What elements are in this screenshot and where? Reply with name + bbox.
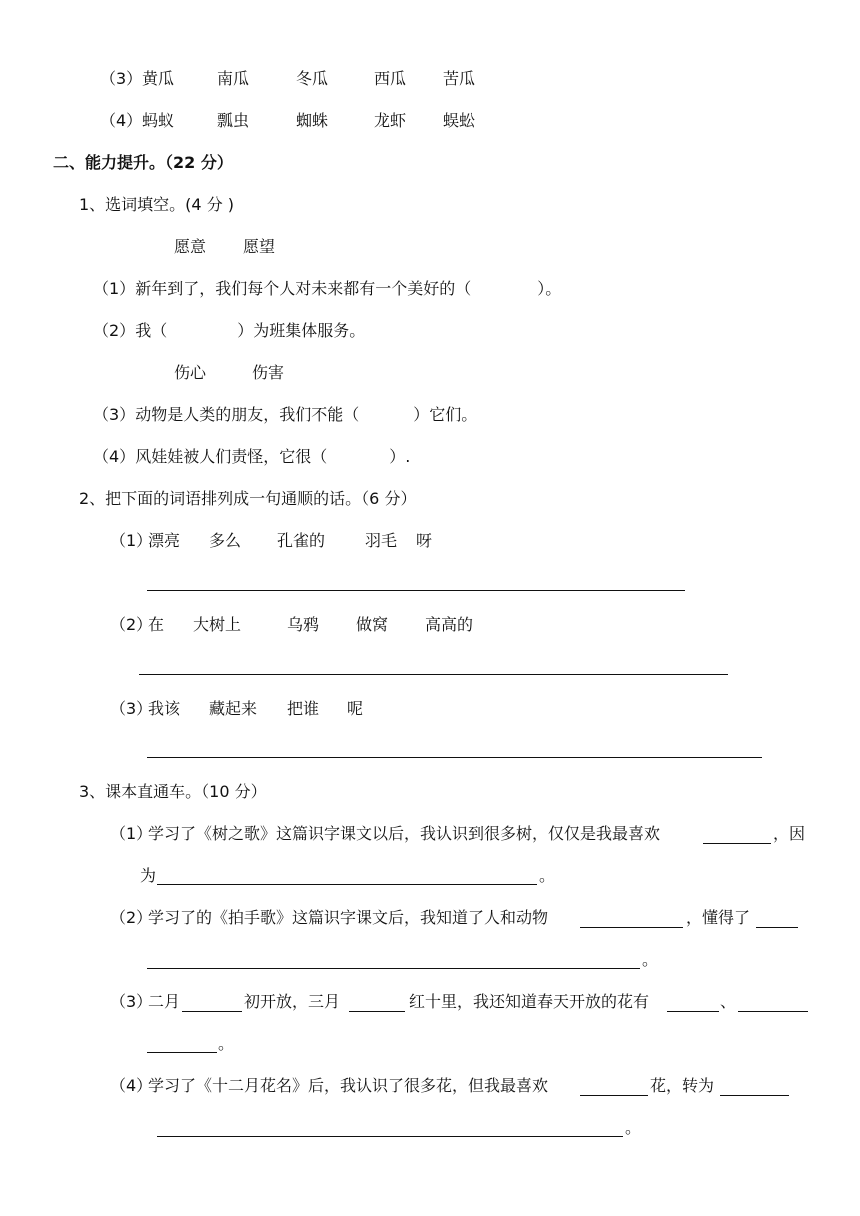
item-text: 学习了《十二月花名》后，我认识了很多花，但我最喜欢 bbox=[148, 1076, 549, 1095]
word: 多么 bbox=[209, 531, 242, 550]
word: 南瓜 bbox=[217, 69, 250, 88]
item-number: （3） bbox=[110, 992, 153, 1011]
item-text: 花，转为 bbox=[650, 1076, 715, 1095]
sentence-text: 新年到了，我们每个人对未来都有一个美好的（ bbox=[135, 279, 472, 298]
item-number: （3） bbox=[110, 699, 153, 718]
word: 苦瓜 bbox=[443, 69, 476, 88]
word: 蜈蚣 bbox=[443, 111, 476, 130]
answer-blank[interactable] bbox=[147, 968, 640, 969]
item-text: ，懂得了 bbox=[686, 908, 751, 927]
word: 在 bbox=[148, 615, 165, 634]
item-text: 学习了《树之歌》这篇识字课文以后，我认识到很多树，仅仅是我最喜欢 bbox=[148, 824, 661, 843]
item-number: （3） bbox=[93, 405, 136, 424]
word: 呢 bbox=[347, 699, 364, 718]
item-text: 学习了的《拍手歌》这篇识字课文后，我知道了人和动物 bbox=[148, 908, 549, 927]
word: 龙虾 bbox=[374, 111, 407, 130]
answer-line[interactable] bbox=[147, 757, 762, 758]
section-heading: 二、能力提升。（22 分） bbox=[53, 153, 233, 172]
word: 大树上 bbox=[193, 615, 242, 634]
word-choice: 愿意 bbox=[174, 237, 207, 256]
answer-blank[interactable] bbox=[580, 927, 683, 928]
sentence-text: ）。 bbox=[537, 279, 562, 298]
answer-blank[interactable] bbox=[703, 843, 771, 844]
answer-blank[interactable] bbox=[349, 1011, 405, 1012]
q1-sentence-2 bbox=[93, 321, 365, 341]
word: 高高的 bbox=[425, 615, 474, 634]
question-3-title: 3、课本直通车。（10 分） bbox=[79, 782, 267, 801]
item-text: ，因 bbox=[773, 824, 806, 843]
answer-blank[interactable] bbox=[157, 884, 537, 885]
word: 瓢虫 bbox=[217, 111, 250, 130]
answer-blank[interactable] bbox=[157, 1136, 623, 1137]
sentence-text: 风娃娃被人们责怪，它很（ bbox=[135, 447, 328, 466]
question-1-title: 1、选词填空。(4 分 ) bbox=[79, 195, 235, 214]
sentence-text: ）为班集体服务。 bbox=[237, 321, 366, 340]
punctuation: 、 bbox=[720, 992, 737, 1011]
word: 把谁 bbox=[287, 699, 320, 718]
word: 冬瓜 bbox=[296, 69, 329, 88]
answer-blank[interactable] bbox=[738, 1011, 808, 1012]
word: 蚂蚁 bbox=[142, 111, 175, 130]
answer-blank[interactable] bbox=[667, 1011, 719, 1012]
punctuation: 。 bbox=[218, 1034, 235, 1053]
answer-line[interactable] bbox=[139, 674, 728, 675]
word: 蜘蛛 bbox=[296, 111, 329, 130]
word-choice: 伤心 bbox=[174, 363, 207, 382]
word: 藏起来 bbox=[209, 699, 258, 718]
item-number: （4） bbox=[93, 447, 136, 466]
answer-line[interactable] bbox=[147, 590, 685, 591]
sentence-text: 我（ bbox=[135, 321, 168, 340]
word-choice: 愿望 bbox=[243, 237, 276, 256]
item-number: （4） bbox=[110, 1076, 153, 1095]
answer-blank[interactable] bbox=[756, 927, 798, 928]
answer-blank[interactable] bbox=[147, 1052, 217, 1053]
item-number: （1） bbox=[93, 279, 136, 298]
item-number: （3） bbox=[100, 69, 143, 88]
item-text: 红十里，我还知道春天开放的花有 bbox=[409, 992, 650, 1011]
q1-sentence-1 bbox=[93, 279, 561, 299]
item-number: （2） bbox=[110, 615, 153, 634]
q1-sentence-4 bbox=[93, 447, 410, 467]
item-text: 初开放，三月 bbox=[244, 992, 341, 1011]
sentence-text: ）. bbox=[389, 447, 411, 466]
question-2-title: 2、把下面的词语排列成一句通顺的话。（6 分） bbox=[79, 489, 417, 508]
item-number: （1） bbox=[110, 531, 153, 550]
item-text: 二月 bbox=[148, 992, 181, 1011]
word: 做窝 bbox=[356, 615, 389, 634]
item-number: （1） bbox=[110, 824, 153, 843]
punctuation: 。 bbox=[625, 1118, 642, 1137]
item-text: 为 bbox=[140, 866, 157, 885]
word: 呀 bbox=[416, 531, 433, 550]
answer-blank[interactable] bbox=[720, 1095, 789, 1096]
sentence-text: ）它们。 bbox=[413, 405, 478, 424]
item-number: （2） bbox=[93, 321, 136, 340]
word: 羽毛 bbox=[365, 531, 398, 550]
punctuation: 。 bbox=[539, 866, 556, 885]
word-choice: 伤害 bbox=[252, 363, 285, 382]
punctuation: 。 bbox=[642, 950, 659, 969]
word: 西瓜 bbox=[374, 69, 407, 88]
q1-sentence-3 bbox=[93, 405, 477, 425]
item-number: （2） bbox=[110, 908, 153, 927]
word: 黄瓜 bbox=[142, 69, 175, 88]
item-number: （4） bbox=[100, 111, 143, 130]
word: 孔雀的 bbox=[277, 531, 326, 550]
word: 漂亮 bbox=[148, 531, 181, 550]
word: 乌鸦 bbox=[287, 615, 320, 634]
answer-blank[interactable] bbox=[182, 1011, 242, 1012]
word: 我该 bbox=[148, 699, 181, 718]
sentence-text: 动物是人类的朋友，我们不能（ bbox=[135, 405, 360, 424]
answer-blank[interactable] bbox=[580, 1095, 648, 1096]
